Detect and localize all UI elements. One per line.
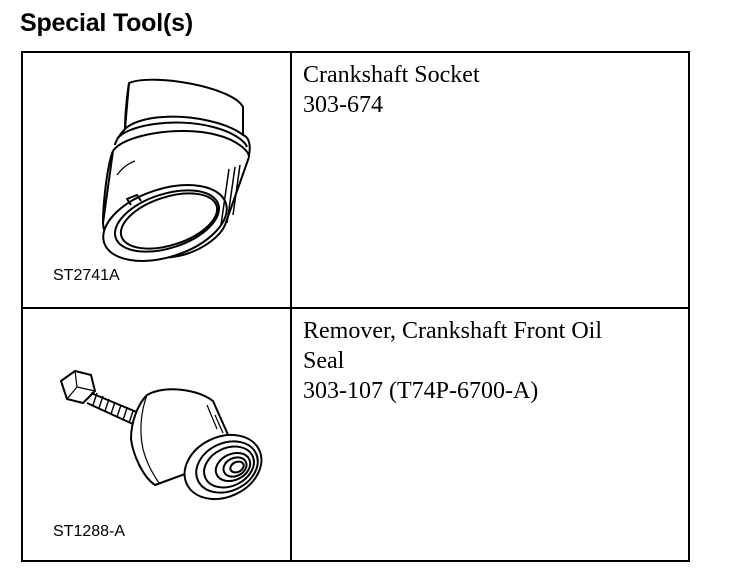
tool-row	[23, 53, 688, 309]
tool-row	[23, 309, 688, 560]
tool-name-line-2: Seal	[303, 348, 345, 374]
tool-name-line-1: Remover, Crankshaft Front Oil	[303, 318, 602, 344]
figure-id-label: ST2741A	[53, 267, 120, 284]
oil-seal-remover-illustration	[47, 359, 277, 509]
tool-number: 303-674	[303, 92, 383, 118]
tool-number: 303-107 (T74P-6700-A)	[303, 378, 539, 404]
figure-id-label: ST1288-A	[53, 523, 126, 540]
crankshaft-socket-illustration	[83, 75, 253, 265]
tool-name: Crankshaft Socket	[303, 62, 480, 88]
tool-description-cell	[303, 316, 678, 406]
tool-illustration-cell	[23, 53, 290, 307]
special-tools-table	[21, 51, 690, 562]
page-title: Special Tool(s)	[20, 9, 193, 37]
tool-description-cell	[303, 60, 678, 120]
tool-illustration-cell	[23, 309, 290, 560]
